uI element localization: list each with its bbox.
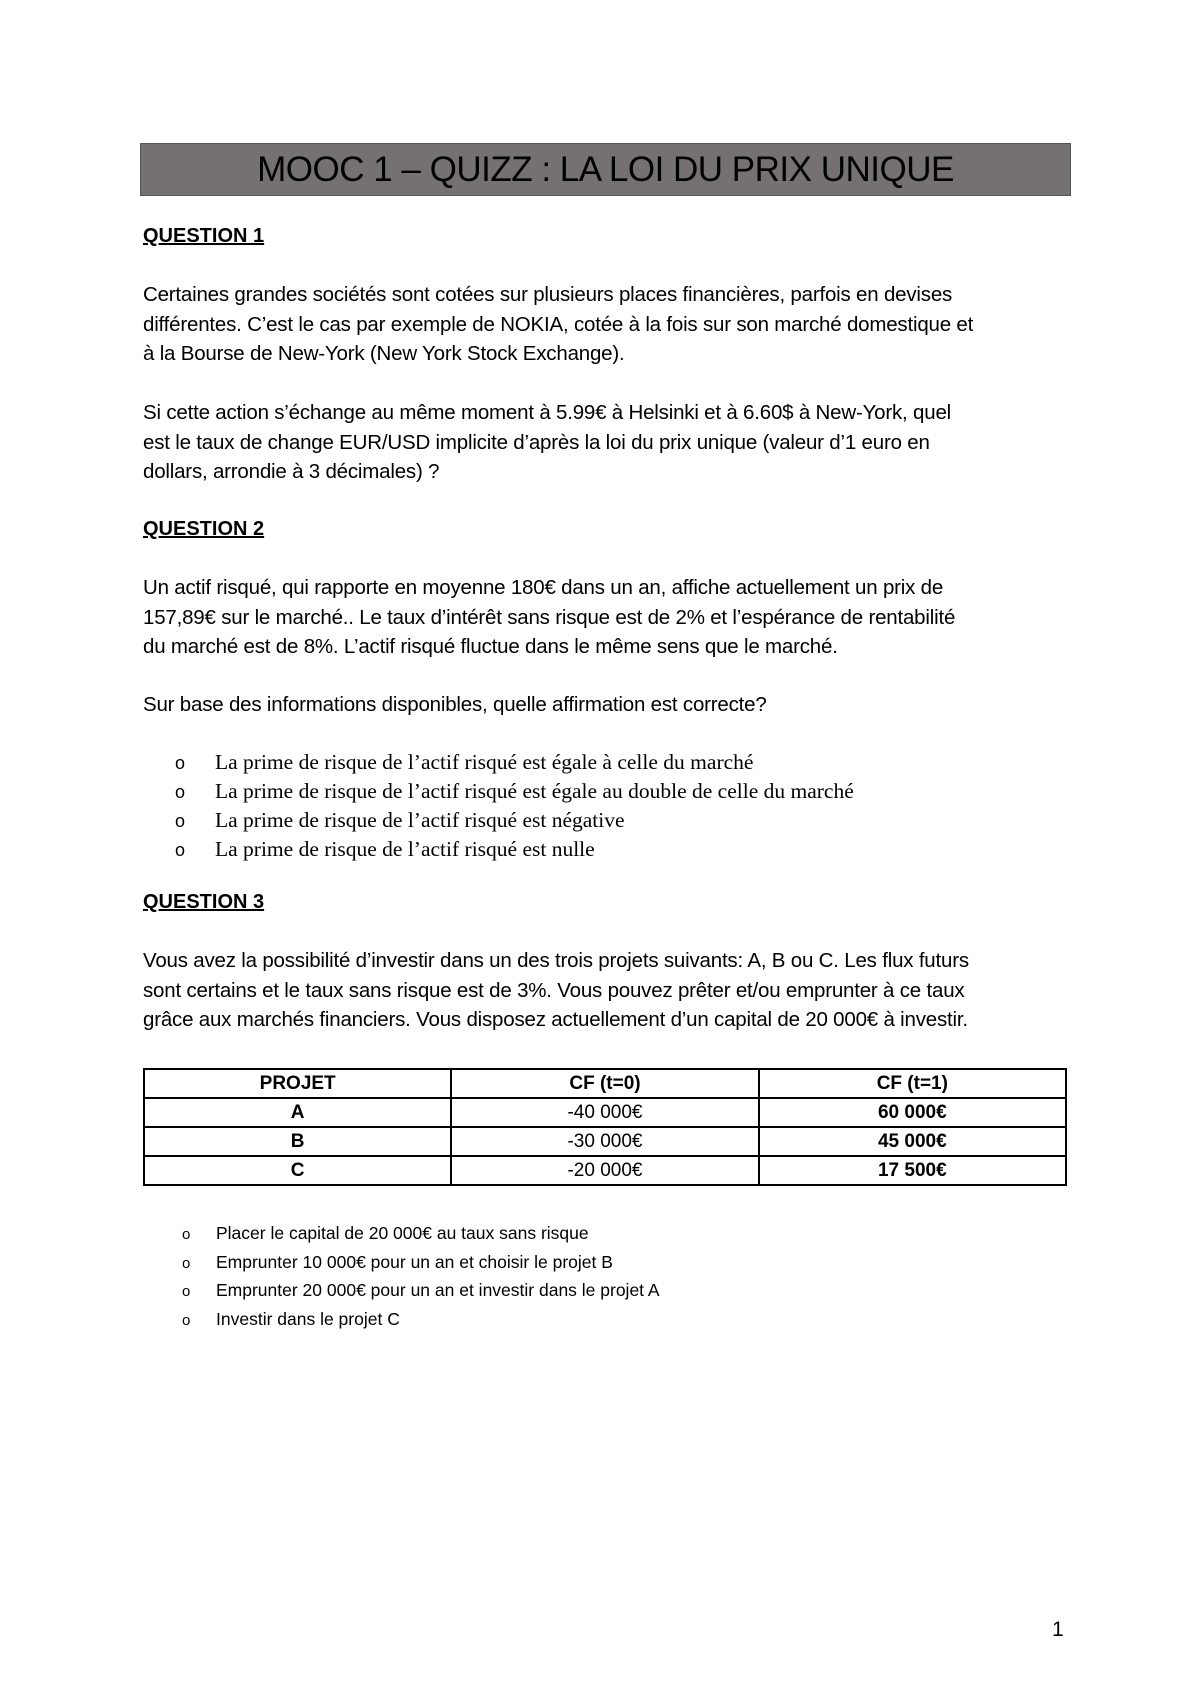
text-line: dollars, arrondie à 3 décimales) ? — [143, 460, 440, 483]
question-1-heading: QUESTION 1 — [143, 225, 265, 247]
table-cell: 60 000€ — [759, 1098, 1066, 1127]
text-line: sont certains et le taux sans risque est de 3%. Vous pouvez prêter et/ou emprunter à ce taux — [143, 978, 965, 1002]
table-cell: C — [144, 1156, 451, 1185]
question-2-paragraph-2: Sur base des informations disponibles, quelle affirmation est correcte? — [143, 693, 767, 716]
table-header-cell: PROJET — [144, 1069, 451, 1098]
option-text: La prime de risque de l’actif risqué est égale au double de celle du marché — [215, 779, 854, 803]
question-3-heading: QUESTION 3 — [143, 891, 265, 913]
bullet-marker: o — [182, 1254, 191, 1272]
text-line: du marché est de 8%. L’actif risqué fluctue dans le même sens que le marché. — [143, 635, 838, 658]
option-text: Emprunter 10 000€ pour un an et choisir le projet B — [216, 1251, 613, 1272]
bullet-marker: o — [175, 753, 186, 773]
question-2-heading: QUESTION 2 — [143, 518, 265, 540]
list-item — [175, 777, 854, 806]
text-line: Vous avez la possibilité d’investir dans un des trois projets suivants: A, B ou C. Les flux futurs — [143, 949, 969, 972]
table-row — [144, 1098, 1066, 1127]
text-line: Un actif risqué, qui rapporte en moyenne 180€ dans un an, affiche actuellement un prix de — [143, 576, 944, 599]
text-line: à la Bourse de New-York (New York Stock Exchange). — [143, 342, 625, 365]
table-cell: -40 000€ — [451, 1098, 758, 1127]
bullet-marker: o — [182, 1283, 191, 1300]
table-row — [144, 1156, 1066, 1185]
table-cell: 45 000€ — [759, 1127, 1066, 1156]
table-header-cell: CF (t=1) — [759, 1069, 1066, 1098]
text-line: Certaines grandes sociétés sont cotées sur plusieurs places financières, parfois en devises — [143, 283, 953, 306]
table-cell: A — [144, 1098, 451, 1127]
bullet-marker: o — [182, 1311, 191, 1329]
option-text: Placer le capital de 20 000€ au taux sans risque — [216, 1223, 589, 1243]
list-item — [175, 806, 854, 835]
document-title — [140, 143, 1071, 196]
list-item — [175, 835, 854, 864]
document-title-text: MOOC 1 – QUIZZ : LA LOI DU PRIX UNIQUE — [257, 149, 954, 189]
table-cell: B — [144, 1127, 451, 1156]
text-line: grâce aux marchés financiers. Vous disposez actuellement d’un capital de 20 000€ à investir. — [143, 1008, 968, 1031]
bullet-marker: o — [175, 840, 186, 860]
text-line: différentes. C’est le cas par exemple de NOKIA, cotée à la fois sur son marché domestique et — [143, 312, 974, 336]
list-item — [182, 1306, 660, 1335]
option-text: La prime de risque de l’actif risqué est nulle — [215, 837, 595, 861]
table-header-cell: CF (t=0) — [451, 1069, 758, 1098]
question-2-options — [175, 748, 854, 864]
list-item — [175, 748, 854, 777]
bullet-marker: o — [175, 782, 186, 802]
projects-table — [143, 1068, 1067, 1186]
question-3-options — [182, 1220, 660, 1334]
option-text: Investir dans le projet C — [216, 1308, 400, 1329]
table-cell: 17 500€ — [759, 1156, 1066, 1185]
option-text: La prime de risque de l’actif risqué est négative — [215, 808, 625, 832]
table-cell: -30 000€ — [451, 1127, 758, 1156]
text-line: 157,89€ sur le marché.. Le taux d’intérêt sans risque est de 2% et l’espérance de rentabilité — [143, 605, 956, 629]
list-item — [182, 1220, 660, 1249]
table-header-row — [144, 1069, 1066, 1098]
question-3-paragraph-1 — [143, 946, 1073, 1035]
question-1-paragraph-1 — [143, 280, 1073, 369]
option-text: La prime de risque de l’actif risqué est égale à celle du marché — [215, 750, 754, 774]
list-item — [182, 1277, 660, 1306]
bullet-marker: o — [182, 1226, 191, 1243]
text-line: Si cette action s’échange au même moment à 5.99€ à Helsinki et à 6.60$ à New-York, quel — [143, 401, 952, 424]
bullet-marker: o — [175, 811, 186, 831]
page-number: 1 — [1052, 1618, 1064, 1641]
text-line: est le taux de change EUR/USD implicite d’après la loi du prix unique (valeur d’1 euro en — [143, 430, 930, 454]
table-cell: -20 000€ — [451, 1156, 758, 1185]
table-row — [144, 1127, 1066, 1156]
question-2-paragraph-1 — [143, 573, 1073, 662]
list-item — [182, 1249, 660, 1278]
option-text: Emprunter 20 000€ pour un an et investir dans le projet A — [216, 1280, 660, 1300]
question-1-paragraph-2 — [143, 398, 1073, 487]
